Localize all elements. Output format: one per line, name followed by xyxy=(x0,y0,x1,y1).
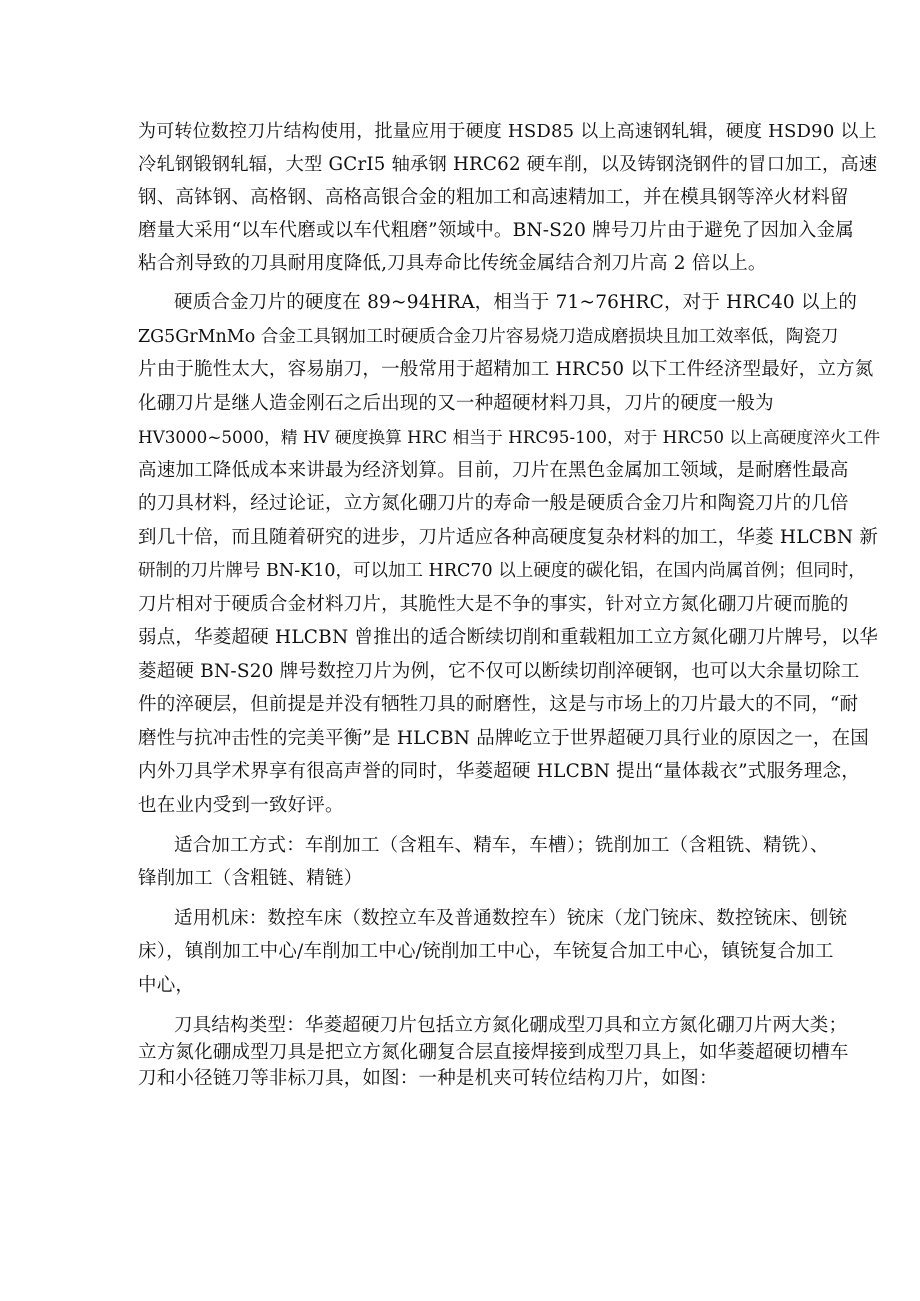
p2-line-9: 研制的刀片牌号 BN-K10，可以加工 HRC70 以上硬度的碳化铝，在国内尚属首例；但同时， xyxy=(138,561,866,581)
p1-line-1: 为可转位数控刀片结构使用，批量应用于硬度 HSD85 以上高速钢轧辑，硬度 HSD90 以上 xyxy=(138,121,877,142)
p2-line-6: 高速加工降低成本来讲最为经济划算。目前，刀片在黑色金属加工领域，是耐磨性最高 xyxy=(138,460,849,481)
p3-line-1: 适合加工方式：车削加工（含粗车、精车，车槽）；铣削加工（含粗铣、精铣）、 xyxy=(174,835,829,856)
p1-line-3: 钢、高钵钢、高格钢、高格高银合金的粗加工和高速精加工，并在模具钢等淬火材料留 xyxy=(138,187,849,208)
p3-line-2: 锋削加工（含粗链、精链） xyxy=(138,868,363,889)
p5-line-3: 刀和小径链刀等非标刀具，如图：一种是机夹可转位结构刀片，如图： xyxy=(138,1068,718,1089)
p2-line-4: 化硼刀片是继人造金刚石之后出现的又一种超硬材料刀具，刀片的硬度一般为 xyxy=(138,393,774,414)
p2-line-8: 到几十倍，而且随着研究的进步，刀片适应各种高硬度复杂材料的加工，华菱 HLCBN 新 xyxy=(138,527,879,548)
p2-line-7: 的刀具材料，经过论证，立方氮化硼刀片的寿命一般是硬质合金刀片和陶瓷刀片的几倍 xyxy=(138,493,849,514)
p2-line-12: 菱超硬 BN-S20 牌号数控刀片为例，它不仅可以断续切削淬硬钢，也可以大余量切除工 xyxy=(138,661,860,682)
p5-line-2: 立方氮化硼成型刀具是把立方氮化硼复合层直接焊接到成型刀具上，如华菱超硬切槽车 xyxy=(138,1042,849,1063)
p2-line-1: 硬质合金刀片的硬度在 89~94HRA，相当于 71~76HRC，对于 HRC40 以上的 xyxy=(174,292,858,313)
p1-line-2: 冷轧钢锻钢轧辐，大型 GCrI5 轴承钢 HRC62 硬车削，以及铸钢浇钢件的冒口加工，高速 xyxy=(138,154,878,175)
p2-line-16: 也在业内受到一致好评。 xyxy=(138,795,344,816)
p5-line-1: 刀具结构类型：华菱超硬刀片包括立方氮化硼成型刀具和立方氮化硼刀片两大类； xyxy=(174,1015,848,1036)
p4-line-2: 床），镇削加工中心/车削加工中心/铳削加工中心，车铳复合加工中心，镇铳复合加工 xyxy=(138,941,834,962)
p2-line-5: HV3000~5000，精 HV 硬度换算 HRC 相当于 HRC95-100，对于 HRC50 以上高硬度淬火工件 xyxy=(138,427,881,447)
p1-line-4: 磨量大采用“以车代磨或以车代粗磨”领域中。BN-S20 牌号刀片由于避免了因加入金属 xyxy=(138,220,854,241)
p2-line-10: 刀片相对于硬质合金材料刀片，其脆性大是不争的事实，针对立方氮化硼刀片硬而脆的 xyxy=(138,594,849,615)
p2-line-15: 内外刀具学术界享有很高声誉的同时，华菱超硬 HLCBN 提出“量体裁衣”式服务理念， xyxy=(138,761,860,782)
p2-line-3: 片由于脆性太大，容易崩刀，一般常用于超精加工 HRC50 以下工件经济型最好，立方氮 xyxy=(138,359,874,380)
p4-line-1: 适用机床：数控车床（数控立车及普通数控车）铳床（龙门铳床、数控铳床、刨铳 xyxy=(174,908,848,929)
p2-line-2: ZG5GrMnMo 合金工具钢加工时硬质合金刀片容易烧刀造成磨损块且加工效率低，陶瓷刀 xyxy=(138,327,839,347)
p2-line-14: 磨性与抗冲击性的完美平衡”是 HLCBN 品牌屹立于世界超硬刀具行业的原因之一，在国 xyxy=(138,728,869,749)
p2-line-13: 件的淬硬层，但前提是并没有牺牲刀具的耐磨性，这是与市场上的刀片最大的不同，“耐 xyxy=(138,694,859,715)
p2-line-11: 弱点，华菱超硬 HLCBN 曾推出的适合断续切削和重载粗加工立方氮化硼刀片牌号，以华 xyxy=(138,627,879,648)
p4-line-3: 中心， xyxy=(138,975,195,996)
p1-line-5: 粘合剂导致的刀具耐用度降低,刀具寿命比传统金属结合剂刀片高 2 倍以上。 xyxy=(138,253,767,274)
